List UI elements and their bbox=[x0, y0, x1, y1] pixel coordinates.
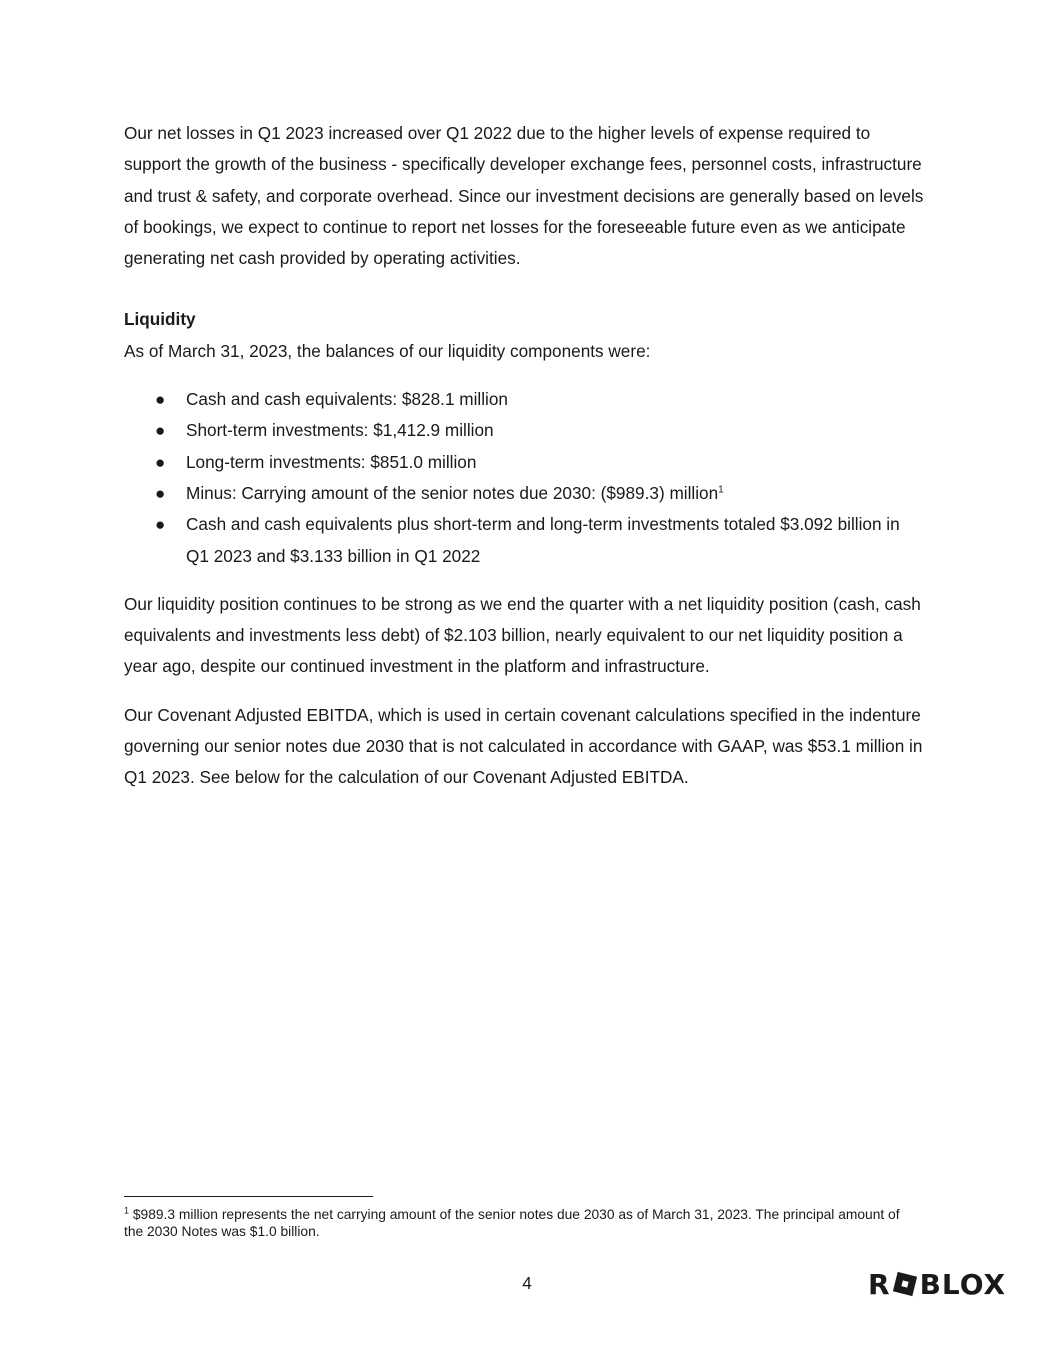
section-heading-liquidity: Liquidity bbox=[124, 309, 196, 330]
liquidity-bullet-list bbox=[124, 384, 924, 572]
paragraph-liquidity-position: Our liquidity position continues to be strong as we end the quarter with a net liquidity position (cash, cash equivalents and investments less debt) of $2.103 billion, nearly equivalent to our net liquidity position a year ago, despite our continued investment in the platform and infrastructure. bbox=[124, 593, 921, 677]
list-item-text: Cash and cash equivalents plus short-term and long-term investments totaled $3.092 billion in Q1 2023 and $3.133 billion in Q1 2022 bbox=[186, 514, 900, 566]
roblox-logo bbox=[868, 1269, 1006, 1299]
roblox-tilted-square-icon bbox=[892, 1272, 916, 1296]
list-item bbox=[124, 478, 924, 509]
paragraph-net-losses: Our net losses in Q1 2023 increased over Q1 2022 due to the higher levels of expense required to support the growth of the business - specifically developer exchange fees, personnel costs, infrastructure and trust & safety, and corporate overhead. Since our investment decisions are generally based on levels of bookings, we expect to continue to report net losses for the foreseeable future even as we anticipate generating net cash provided by operating activities. bbox=[124, 123, 924, 269]
logo-letter-r: R bbox=[868, 1267, 891, 1301]
spacer bbox=[124, 274, 924, 304]
list-item bbox=[124, 509, 924, 572]
footnote-mark: 1 bbox=[124, 1205, 130, 1216]
footnote-divider bbox=[124, 1196, 373, 1197]
liquidity-intro: As of March 31, 2023, the balances of our liquidity components were: bbox=[124, 340, 651, 361]
list-item bbox=[124, 384, 924, 415]
page-content bbox=[124, 118, 924, 794]
list-item-text: Cash and cash equivalents: $828.1 million bbox=[186, 389, 508, 410]
footnote bbox=[124, 1207, 914, 1240]
spacer bbox=[124, 572, 924, 589]
page-number: 4 bbox=[522, 1273, 532, 1293]
footnote-text: $989.3 million represents the net carrying amount of the senior notes due 2030 as of March 31, 2023. The principal amount of the 2030 Notes was $1.0 billion. bbox=[124, 1207, 900, 1239]
bullet-icon: ● bbox=[155, 483, 166, 503]
list-item bbox=[124, 447, 924, 478]
bullet-icon: ● bbox=[155, 421, 166, 441]
spacer bbox=[124, 683, 924, 700]
paragraph-covenant-ebitda: Our Covenant Adjusted EBITDA, which is used in certain covenant calculations specified in the indenture governing our senior notes due 2030 that is not calculated in accordance with GAAP, was $53.1 million in Q1 2023. See below for the calculation of our Covenant Adjusted EBITDA. bbox=[124, 704, 923, 788]
list-item-text: Short-term investments: $1,412.9 million bbox=[186, 420, 494, 441]
list-item bbox=[124, 415, 924, 446]
bullet-icon: ● bbox=[155, 515, 166, 535]
list-item-text: Minus: Carrying amount of the senior notes due 2030: ($989.3) million bbox=[186, 482, 719, 503]
logo-letters: BLOX bbox=[919, 1267, 1007, 1301]
bullet-icon: ● bbox=[155, 452, 166, 472]
footnote-reference[interactable]: 1 bbox=[718, 484, 724, 496]
bullet-icon: ● bbox=[155, 390, 166, 410]
spacer bbox=[124, 367, 924, 384]
list-item-text: Long-term investments: $851.0 million bbox=[186, 451, 477, 472]
